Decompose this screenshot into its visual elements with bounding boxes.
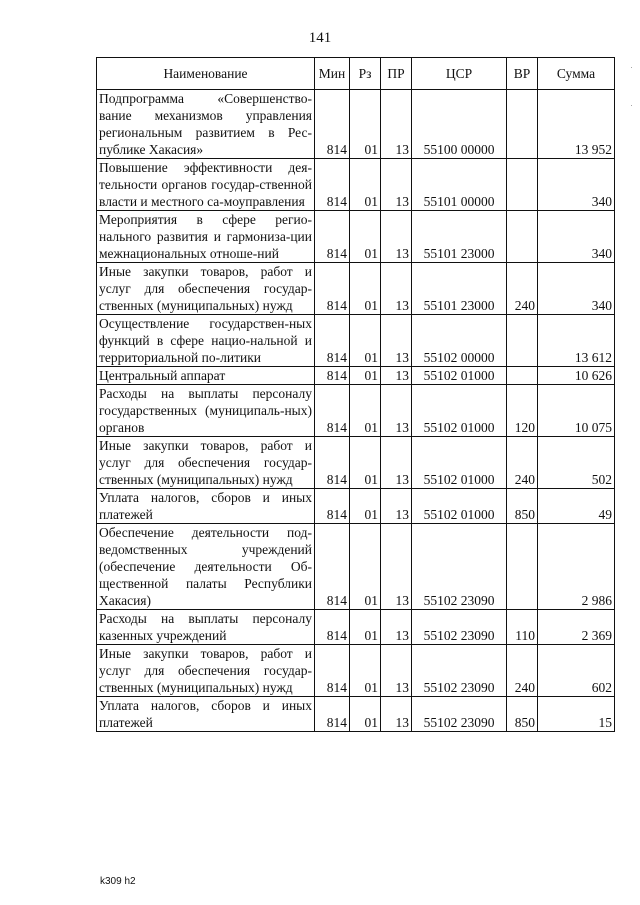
header-csr: ЦСР (412, 58, 507, 90)
cell-name: Подпрограмма «Совершенство-вание механизмов управления региональным развитием в Рес-публике Хакасия» (97, 90, 315, 159)
cell-name: Иные закупки товаров, работ и услуг для обеспечения государ-ственных (муниципальных) нужд (97, 263, 315, 315)
cell-min: 814 (315, 610, 350, 645)
cell-name: Иные закупки товаров, работ и услуг для обеспечения государ-ственных (муниципальных) нужд (97, 645, 315, 697)
cell-pr: 13 (381, 367, 412, 385)
cell-sum: 2 986 (538, 524, 615, 610)
cell-min: 814 (315, 159, 350, 211)
cell-pr: 13 (381, 437, 412, 489)
cell-csr: 55102 23090 (412, 610, 507, 645)
cell-pr: 13 (381, 90, 412, 159)
cell-pr: 13 (381, 697, 412, 732)
budget-table (96, 57, 615, 732)
cell-sum: 2 369 (538, 610, 615, 645)
cell-sum: 13 612 (538, 315, 615, 367)
cell-min: 814 (315, 697, 350, 732)
cell-name: Расходы на выплаты персоналу казенных учреждений (97, 610, 315, 645)
table-row (97, 645, 615, 697)
cell-name: Уплата налогов, сборов и иных платежей (97, 697, 315, 732)
cell-pr: 13 (381, 610, 412, 645)
header-min: Мин (315, 58, 350, 90)
table-row (97, 159, 615, 211)
cell-pr: 13 (381, 315, 412, 367)
cell-csr: 55101 23000 (412, 211, 507, 263)
cell-rz: 01 (350, 489, 381, 524)
table-row (97, 385, 615, 437)
cell-sum: 10 626 (538, 367, 615, 385)
cell-min: 814 (315, 367, 350, 385)
cell-sum: 340 (538, 159, 615, 211)
cell-rz: 01 (350, 697, 381, 732)
cell-name: Мероприятия в сфере регио-нального развития и гармониза-ции межнациональных отноше-ний (97, 211, 315, 263)
cell-min: 814 (315, 437, 350, 489)
cell-csr: 55102 01000 (412, 367, 507, 385)
cell-sum: 13 952 (538, 90, 615, 159)
cell-vr: 850 (507, 697, 538, 732)
table-row (97, 489, 615, 524)
cell-sum: 340 (538, 211, 615, 263)
cell-pr: 13 (381, 159, 412, 211)
cell-pr: 13 (381, 211, 412, 263)
cell-pr: 13 (381, 263, 412, 315)
table-row (97, 367, 615, 385)
cell-rz: 01 (350, 211, 381, 263)
cell-csr: 55102 23090 (412, 645, 507, 697)
table-row (97, 90, 615, 159)
cell-csr: 55100 00000 (412, 90, 507, 159)
cell-rz: 01 (350, 645, 381, 697)
cell-vr: 110 (507, 610, 538, 645)
cell-name: Иные закупки товаров, работ и услуг для обеспечения государ-ственных (муниципальных) нужд (97, 437, 315, 489)
cell-rz: 01 (350, 610, 381, 645)
cell-sum: 340 (538, 263, 615, 315)
cell-csr: 55102 01000 (412, 437, 507, 489)
cell-pr: 13 (381, 645, 412, 697)
cell-csr: 55101 23000 (412, 263, 507, 315)
cell-vr (507, 211, 538, 263)
header-pr: ПР (381, 58, 412, 90)
cell-pr: 13 (381, 385, 412, 437)
cell-name: Обеспечение деятельности под-ведомственных учреждений (обеспечение деятельности Об-щественной палаты Республики Хакасия) (97, 524, 315, 610)
cell-name: Повышение эффективности дея-тельности органов государ-ственной власти и местного са-моуправления (97, 159, 315, 211)
cell-sum: 15 (538, 697, 615, 732)
table-row (97, 524, 615, 610)
cell-min: 814 (315, 489, 350, 524)
margin-mark: · (630, 100, 633, 110)
cell-csr: 55102 23090 (412, 524, 507, 610)
cell-vr (507, 159, 538, 211)
table-row (97, 211, 615, 263)
cell-min: 814 (315, 385, 350, 437)
cell-sum: 10 075 (538, 385, 615, 437)
table-row (97, 697, 615, 732)
cell-min: 814 (315, 263, 350, 315)
cell-rz: 01 (350, 159, 381, 211)
cell-name: Центральный аппарат (97, 367, 315, 385)
cell-pr: 13 (381, 524, 412, 610)
cell-csr: 55102 23090 (412, 697, 507, 732)
cell-sum: 502 (538, 437, 615, 489)
cell-rz: 01 (350, 315, 381, 367)
cell-vr (507, 315, 538, 367)
cell-vr: 120 (507, 385, 538, 437)
header-name: Наименование (97, 58, 315, 90)
cell-vr (507, 524, 538, 610)
table-header-row (97, 58, 615, 90)
header-sum: Сумма (538, 58, 615, 90)
cell-vr: 850 (507, 489, 538, 524)
cell-csr: 55102 01000 (412, 489, 507, 524)
cell-csr: 55101 00000 (412, 159, 507, 211)
cell-name: Расходы на выплаты персоналу государственных (муниципаль-ных) органов (97, 385, 315, 437)
cell-rz: 01 (350, 437, 381, 489)
cell-csr: 55102 01000 (412, 385, 507, 437)
header-rz: Рз (350, 58, 381, 90)
cell-pr: 13 (381, 489, 412, 524)
cell-name: Уплата налогов, сборов и иных платежей (97, 489, 315, 524)
cell-vr (507, 90, 538, 159)
margin-mark: · (630, 62, 633, 72)
table-row (97, 315, 615, 367)
cell-csr: 55102 00000 (412, 315, 507, 367)
cell-rz: 01 (350, 263, 381, 315)
cell-sum: 602 (538, 645, 615, 697)
header-vr: ВР (507, 58, 538, 90)
table-row (97, 263, 615, 315)
cell-rz: 01 (350, 367, 381, 385)
cell-name: Осуществление государствен-ных функций в сфере нацио-нальной и территориальной по-литики (97, 315, 315, 367)
table-row (97, 437, 615, 489)
cell-vr: 240 (507, 437, 538, 489)
page-number: 141 (308, 30, 332, 46)
cell-min: 814 (315, 90, 350, 159)
cell-min: 814 (315, 315, 350, 367)
cell-min: 814 (315, 645, 350, 697)
cell-vr: 240 (507, 263, 538, 315)
cell-vr (507, 367, 538, 385)
table-row (97, 610, 615, 645)
cell-rz: 01 (350, 385, 381, 437)
cell-sum: 49 (538, 489, 615, 524)
cell-min: 814 (315, 211, 350, 263)
cell-rz: 01 (350, 524, 381, 610)
cell-rz: 01 (350, 90, 381, 159)
cell-min: 814 (315, 524, 350, 610)
footer-code: k309 h2 (100, 876, 136, 887)
cell-vr: 240 (507, 645, 538, 697)
